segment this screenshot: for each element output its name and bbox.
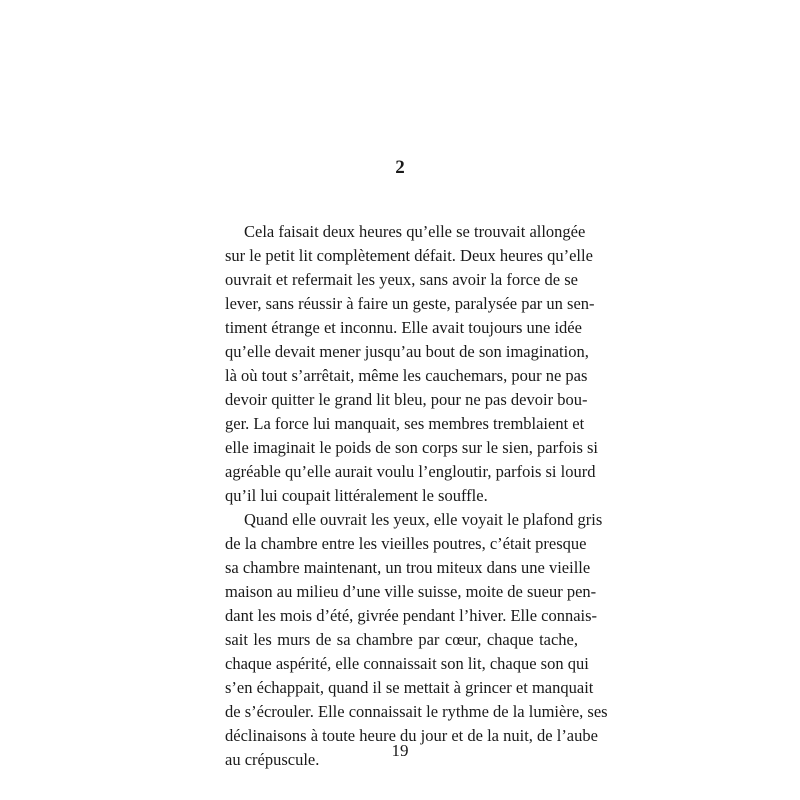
body-text	[225, 220, 608, 772]
text-line: ouvrait et refermait les yeux, sans avoir la force de se	[225, 270, 578, 289]
text-line: qu’il lui coupait littéralement le souffle.	[225, 486, 488, 505]
text-line: au crépuscule.	[225, 750, 320, 769]
text-line: maison au milieu d’une ville suisse, moite de sueur pen-	[225, 582, 597, 601]
text-line: dant les mois d’été, givrée pendant l’hiver. Elle connais-	[225, 606, 598, 625]
text-line: Quand elle ouvrait les yeux, elle voyait le plafond gris	[244, 510, 603, 529]
text-line: déclinaisons à toute heure du jour et de la nuit, de l’aube	[225, 726, 598, 745]
text-line: agréable qu’elle aurait voulu l’engloutir, parfois si lourd	[225, 462, 596, 481]
text-line: de s’écrouler. Elle connaissait le rythme de la lumière, ses	[225, 702, 608, 721]
text-line: s’en échappait, quand il se mettait à grincer et manquait	[225, 678, 594, 697]
text-line: devoir quitter le grand lit bleu, pour ne pas devoir bou-	[225, 390, 588, 409]
text-line: de la chambre entre les vieilles poutres, c’était presque	[225, 534, 587, 553]
text-line: lever, sans réussir à faire un geste, paralysée par un sen-	[225, 294, 595, 313]
text-line: sur le petit lit complètement défait. Deux heures qu’elle	[225, 246, 593, 265]
text-line: chaque aspérité, elle connaissait son lit, chaque son qui	[225, 654, 589, 673]
text-line: qu’elle devait mener jusqu’au bout de son imagination,	[225, 342, 589, 361]
page-number: 19	[391, 741, 409, 760]
text-line: là où tout s’arrêtait, même les cauchemars, pour ne pas	[225, 366, 588, 385]
text-line: Cela faisait deux heures qu’elle se trouvait allongée	[244, 222, 586, 241]
text-line: timent étrange et inconnu. Elle avait toujours une idée	[225, 318, 582, 337]
paragraph	[225, 220, 599, 508]
paragraph	[225, 508, 608, 772]
text-line: sa chambre maintenant, un trou miteux dans une vieille	[225, 558, 591, 577]
text-line: ger. La force lui manquait, ses membres tremblaient et	[225, 414, 585, 433]
chapter-number: 2	[395, 157, 405, 178]
text-line: sait les murs de sa chambre par cœur, chaque tache,	[225, 630, 578, 649]
text-line: elle imaginait le poids de son corps sur le sien, parfois si	[225, 438, 599, 457]
